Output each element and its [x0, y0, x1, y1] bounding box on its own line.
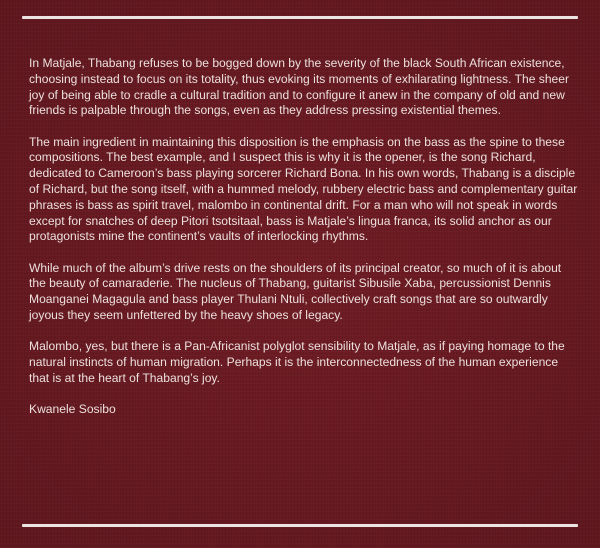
bottom-divider: [22, 524, 578, 527]
top-divider: [22, 16, 578, 19]
paragraph-3: While much of the album’s drive rests on the shoulders of its principal creator, so much of it is about the beauty of camaraderie. The nucleus of Thabang, guitarist Sibusile Xaba, percussionist Dennis Moanganei Magagula and bass player Thulani Ntuli, collectively craft songs that are so outwardly joyous they seem unfettered by the heavy shoes of legacy.: [29, 260, 562, 322]
author-name: Kwanele Sosibo: [29, 401, 116, 416]
paragraph-4: Malombo, yes, but there is a Pan-Africanist polyglot sensibility to Matjale, as if paying homage to the natural instincts of human migration. Perhaps it is the interconnectedness of the human experience that is at the heart of Thabang’s joy.: [29, 339, 565, 385]
paragraph-1: In Matjale, Thabang refuses to be bogged down by the severity of the black South African existence, choosing instead to focus on its totality, thus evoking its moments of exhilarating lightness. The sheer joy of being able to cradle a cultural tradition and to configure it anew in the company of old and new friends is palpable through the songs, even as they address pressing existential themes.: [29, 56, 570, 118]
paragraph-2: The main ingredient in maintaining this disposition is the emphasis on the bass as the spine to these compositions. The best example, and I suspect this is why it is the opener, is the song Richard, dedicated to Cameroon’s bass playing sorcerer Richard Bona. In his own words, Thabang is a disciple of Richard, but the song itself, with a hummed melody, rubbery electric bass and complementary guitar phrases is bass as spirit travel, malombo in continental drift. For a man who will not speak in words except for snatches of deep Pitori tsotsitaal, bass is Matjale’s lingua franca, its solid anchor as our protagonists mine the continent’s vaults of interlocking rhythms.: [29, 134, 578, 244]
liner-notes-text: [29, 56, 581, 433]
